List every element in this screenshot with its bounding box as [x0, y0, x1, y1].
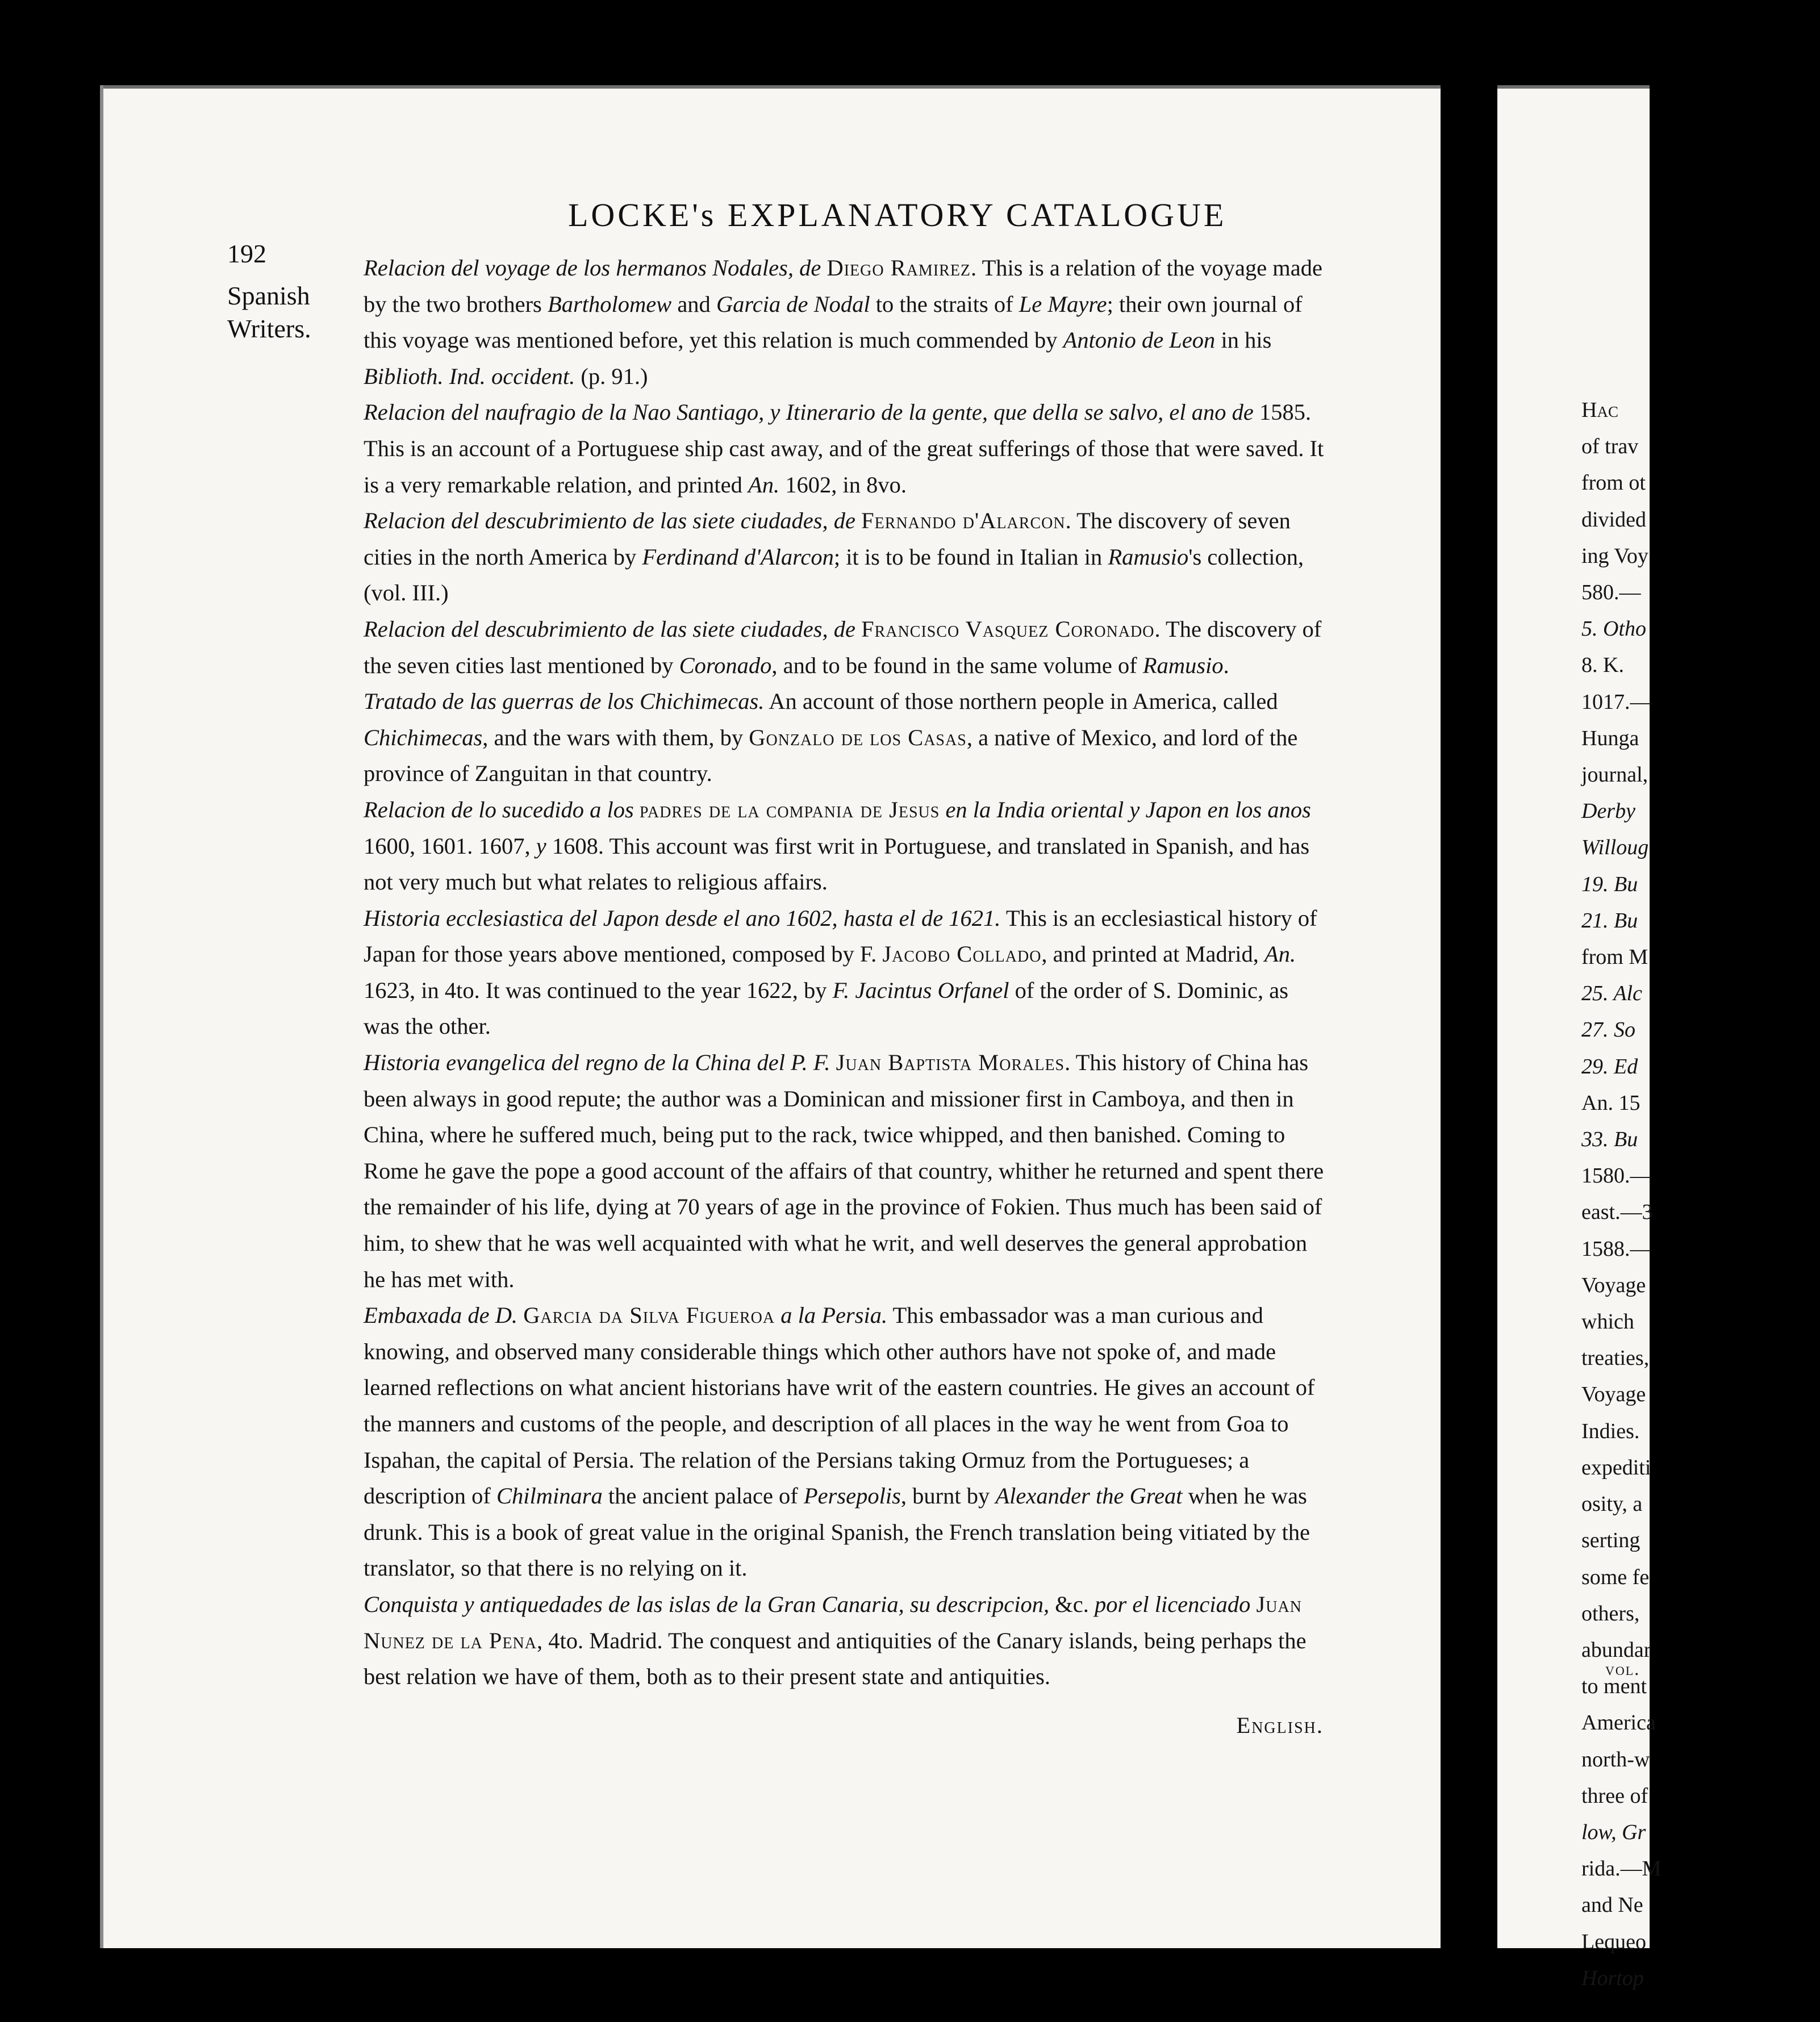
italic-text: Ferdinand d'Alarcon — [642, 544, 834, 570]
italic-text: Persepolis — [803, 1483, 901, 1509]
facing-page-line: 21. Bu — [1581, 908, 1638, 933]
catalogue-entry — [364, 683, 1329, 792]
italic-text: Chichimecas — [364, 724, 483, 750]
facing-page-line: 25. Alc — [1581, 981, 1642, 1006]
facing-page-line: 5. Otho — [1581, 617, 1646, 641]
entry-text: . This history of China has been always in good repute; the author was a Dominican and missioner first in Camboya, and then in China, where he suffered much, being put to the rack, twice whipped, and then banished. Coming to Rome he gave the pope a good account of the affairs of that country, whither he returned and spent there the remainder of his life, dying at 70 years of age in the province of Fokien. Thus much has been said of him, to shew that he was well acquainted with what he writ, and well deserves the general approbation he has met with. — [364, 1050, 1324, 1292]
entry-text: . This is a relation of the voyage made by the two brothers — [364, 255, 1322, 317]
italic-text: Chilminara — [496, 1483, 603, 1509]
italic-text: Le Mayre — [1018, 291, 1107, 317]
facing-page-line: north-w — [1581, 1747, 1650, 1772]
entry-text: An account of those northern people in America, called — [764, 688, 1278, 715]
entry-text: the ancient palace of — [602, 1483, 804, 1509]
small-caps-name: Juan Baptista Morales — [836, 1050, 1065, 1076]
facing-page-volume-mark: vol. — [1605, 1658, 1640, 1679]
facing-page-line: Voyage — [1581, 1273, 1646, 1297]
facing-page-line: 1017.— — [1581, 690, 1652, 714]
facing-page-line: rida.—M — [1581, 1857, 1662, 1881]
italic-text: An. — [748, 471, 780, 498]
facing-page-line: Hunga — [1581, 726, 1639, 750]
italic-text: An. — [1264, 941, 1296, 967]
catalogue-entry — [364, 1045, 1329, 1297]
facing-page-line: Indies. — [1581, 1419, 1640, 1443]
facing-page-line: Lequeo — [1581, 1929, 1646, 1954]
facing-page-line: ing Voy — [1581, 544, 1648, 568]
facing-page-line: journal, — [1581, 763, 1648, 787]
entry-text: 1585. This is an account of a Portuguese ship cast away, and of the great sufferings of those that were saved. It is a very remarkable relation, and printed — [364, 399, 1324, 498]
facing-page-line: of trav — [1581, 435, 1639, 459]
body-text — [364, 250, 1329, 1743]
facing-page-line: Voyage — [1581, 1382, 1646, 1407]
page-left-edge — [100, 85, 103, 1948]
catalogue-entry — [364, 250, 1329, 394]
entry-text: 1608. This account was first writ in Portuguese, and translated in Spanish, and has not very much but what relates to religious affairs. — [364, 833, 1310, 895]
italic-text: a la Persia. — [775, 1302, 888, 1328]
facing-page-line: America — [1581, 1711, 1656, 1735]
facing-page-line: 8. K. — [1581, 653, 1624, 678]
catchword: English. — [1236, 1712, 1324, 1738]
entry-text: in his — [1215, 327, 1272, 353]
entry-text: , 4to. Madrid. The conquest and antiquities of the Canary islands, being perhaps the best relation we have of them, both as to their present state and antiquities. — [364, 1627, 1306, 1690]
entry-text: , and to be found in the same volume of — [771, 652, 1143, 678]
small-caps-name: padres de la compania de Jesus — [639, 796, 940, 822]
italic-text: Relacion del naufragio de la Nao Santiago, y Itinerario de la gente, que della se salvo, el ano de — [364, 399, 1254, 425]
entry-text: This is an ecclesiastical history of Japan for those years above mentioned, composed by F. — [364, 905, 1317, 967]
facing-page-line: which — [1581, 1310, 1634, 1334]
italic-text: Historia ecclesiastica del Japon desde el ano 1602, hasta el de 1621. — [364, 905, 1001, 931]
entry-text: . The discovery of seven cities in the north America by — [364, 508, 1291, 570]
facing-page-line: Hortop — [1581, 1966, 1644, 1990]
margin-note — [227, 279, 358, 345]
small-caps-name: Francisco Vasquez Coronado — [861, 616, 1155, 642]
facing-page-line: others, — [1581, 1601, 1640, 1626]
italic-text: Relacion de lo sucedido a los — [364, 796, 640, 822]
facing-page-line: Hac — [1581, 398, 1618, 422]
facing-page-line: 29. Ed — [1581, 1054, 1638, 1079]
small-caps-name: Gonzalo de los Casas — [749, 724, 967, 750]
running-head: LOCKE's EXPLANATORY CATALOGUE — [568, 197, 1227, 233]
facing-page — [1497, 85, 1662, 1990]
italic-text: por el licenciado — [1094, 1591, 1251, 1617]
small-caps-name: Garcia da Silva Figueroa — [523, 1302, 775, 1328]
facing-page-line: 33. Bu — [1581, 1127, 1638, 1152]
facing-page-line: Willoug — [1581, 835, 1649, 860]
italic-text: Antonio de Leon — [1063, 327, 1216, 353]
italic-text: Relacion del voyage de los hermanos Nodales, de — [364, 255, 827, 281]
entry-text: . — [1223, 652, 1229, 678]
italic-text: Relacion del descubrimiento de las siete ciudades, de — [364, 508, 862, 534]
facing-page-line: from ot — [1581, 471, 1646, 495]
italic-text: Garcia de Nodal — [716, 291, 870, 317]
catalogue-entry — [364, 1586, 1329, 1695]
italic-text: en la India oriental y Japon en los anos — [940, 796, 1311, 822]
entry-text: ; their own journal of this voyage was mentioned before, yet this relation is much commended by — [364, 291, 1303, 353]
entry-text: 1600, 1601. 1607, — [364, 833, 536, 859]
catalogue-entry — [364, 611, 1329, 683]
facing-page-line: 1588.— — [1581, 1236, 1652, 1261]
catalogue-entry — [364, 792, 1329, 900]
facing-page-line: and Ne — [1581, 1893, 1643, 1917]
facing-page-line: divided — [1581, 507, 1646, 532]
italic-text: Tratado de las guerras de los Chichimecas. — [364, 688, 765, 715]
facing-page-edge — [1497, 85, 1650, 89]
entry-text: This embassador was a man curious and knowing, and observed many considerable things which other authors have not spoke of, and made learned reflections on what ancient historians have writ of the eastern countries. He gives an account of the manners and customs of the people, and description of all places in the way he went from Goa to Ispahan, the capital of Persia. The relation of the Persians taking Ormuz from the Portugueses; a description of — [364, 1302, 1315, 1509]
facing-page-lines — [1581, 392, 1820, 1996]
small-caps-name: Juan Nunez de la Pena — [364, 1591, 1302, 1653]
catalogue-entry — [364, 1297, 1329, 1586]
facing-page-line: osity, a — [1581, 1492, 1643, 1516]
facing-page-line: low, Gr — [1581, 1820, 1646, 1844]
facing-page-line: treaties, — [1581, 1346, 1650, 1371]
entry-text: &c. — [1049, 1591, 1095, 1617]
catalogue-entry — [364, 503, 1329, 611]
facing-page-line: 27. So — [1581, 1018, 1635, 1042]
page-top-edge — [100, 85, 1441, 89]
italic-text: Alexander the Great — [995, 1483, 1183, 1509]
entry-text: when he was drunk. This is a book of great value in the original Spanish, the French translation being vitiated by the translator, so that there is no relying on it. — [364, 1483, 1310, 1581]
entry-text: ; it is to be found in Italian in — [833, 544, 1108, 570]
facing-page-line: An. 15 — [1581, 1091, 1640, 1115]
italic-text: Bartholomew — [547, 291, 672, 317]
facing-page-line: from M — [1581, 945, 1648, 970]
italic-text: F. Jacintus Orfanel — [832, 977, 1009, 1003]
entry-text: and — [671, 291, 716, 317]
facing-page-line: east.—3 — [1581, 1200, 1653, 1225]
italic-text: Biblioth. Ind. occident. — [364, 363, 575, 389]
italic-text: Historia evangelica del regno de la China del P. F. — [364, 1050, 836, 1076]
small-caps-name: Jacobo Collado — [882, 941, 1042, 967]
italic-text: Coronado — [679, 652, 772, 678]
facing-page-line: 580.— — [1581, 580, 1641, 605]
entry-text: 's collection, (vol. III.) — [364, 544, 1304, 606]
catalogue-entry — [364, 900, 1329, 1045]
page-number: 192 — [227, 239, 266, 268]
italic-text: Conquista y antiquedades de las islas de la Gran Canaria, su descripcion, — [364, 1591, 1050, 1617]
italic-text: Embaxada de D. — [364, 1302, 524, 1328]
facing-page-line: 19. Bu — [1581, 872, 1638, 896]
facing-page-line: Derby — [1581, 799, 1635, 824]
entries-list — [364, 250, 1329, 1695]
facing-page-line: expediti — [1581, 1455, 1651, 1480]
facing-page-line: 1580.— — [1581, 1164, 1652, 1188]
entry-text: 1623, in 4to. It was continued to the year 1622, by — [364, 977, 833, 1003]
facing-page-line: some fe — [1581, 1565, 1650, 1589]
small-caps-name: Diego Ramirez — [826, 255, 971, 281]
margin-note-line: Spanish — [227, 281, 310, 310]
entry-text: 1602, in 8vo. — [779, 471, 907, 498]
entry-text: to the straits of — [870, 291, 1019, 317]
entry-text: , and printed at Madrid, — [1041, 941, 1264, 967]
facing-page-line: to ment — [1581, 1674, 1647, 1699]
entry-text: . The discovery of the seven cities last mentioned by — [364, 616, 1322, 678]
entry-text: (p. 91.) — [575, 363, 648, 389]
italic-text: Ramusio — [1108, 544, 1189, 570]
entry-text: , a native of Mexico, and lord of the province of Zanguitan in that country. — [364, 724, 1298, 787]
small-caps-name: Fernando d'Alarcon — [861, 508, 1066, 534]
margin-note-line: Writers. — [227, 314, 311, 343]
entry-text: , and the wars with them, by — [482, 724, 749, 750]
catalogue-entry — [364, 394, 1329, 503]
entry-text: of the order of S. Dominic, as was the other. — [364, 977, 1288, 1039]
italic-text: Ramusio — [1142, 652, 1224, 678]
italic-text: Relacion del descubrimiento de las siete ciudades, de — [364, 616, 862, 642]
italic-text: y — [536, 833, 546, 859]
facing-page-line: serting — [1581, 1528, 1640, 1553]
entry-text — [1250, 1591, 1256, 1617]
facing-page-line: abundar — [1581, 1637, 1651, 1662]
entry-text: , burnt by — [900, 1483, 996, 1509]
facing-page-line: three of — [1581, 1783, 1648, 1808]
